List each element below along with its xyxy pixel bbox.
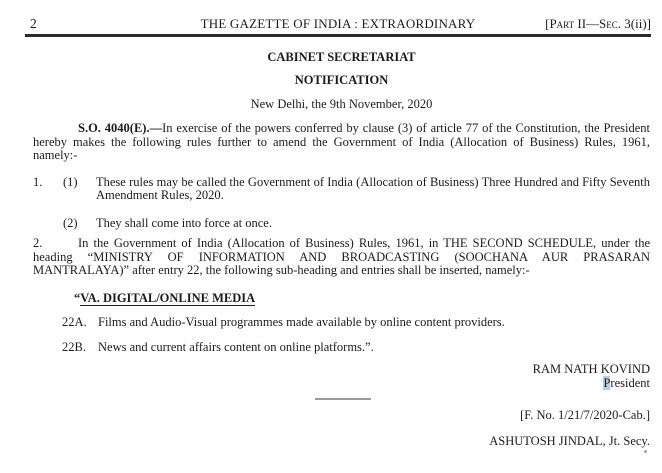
designation-rest: resident — [610, 375, 650, 390]
gazette-title: THE GAZETTE OF INDIA : EXTRAORDINARY — [200, 16, 476, 31]
entry-22a-label: 22A. — [62, 315, 87, 329]
part-section-smallcaps: [Part II—Sec. — [545, 16, 622, 31]
president-name: RAM NATH KOVIND — [532, 362, 650, 376]
file-number: [F. No. 1/21/7/2020-Cab.] — [520, 408, 650, 422]
page-header — [25, 17, 651, 31]
signature-block — [33, 363, 650, 390]
president-designation — [33, 377, 650, 391]
entry-22a-text: Films and Audio-Visual programmes made available by online content providers. — [98, 315, 505, 329]
signing-officer: ASHUTOSH JINDAL, Jt. Secy. — [489, 433, 650, 448]
rule-2-paragraph — [33, 237, 650, 278]
notification-heading: NOTIFICATION — [294, 73, 389, 87]
part-section-rest: 3(ii)] — [621, 16, 651, 31]
so-number: S.O. 4040(E).— — [78, 121, 163, 135]
rule-1-clause-2-label: (2) — [63, 215, 78, 230]
rule-2-text: In the Government of India (Allocation of Business) Rules, 1961, in THE SECOND SCHEDULE, under the heading “MINISTRY OF INFORMATION AND BROADCASTING (SOOCHANA AUR PRASARAN MANTRALAYA)” after entry 22, the following sub-heading and entries shall be inserted, namely:- — [33, 236, 650, 277]
page-header-band — [25, 17, 651, 37]
opening-paragraph-text: In exercise of the powers conferred by clause (3) of article 77 of the Constitution, the President hereby makes the following rules further to amend the Government of India (Allocation of Business) Rules, 1961, namely:- — [33, 121, 650, 162]
rule-1-clause-2-spacer — [33, 217, 63, 231]
selection-highlight: P — [603, 375, 611, 390]
rule-1-clause-1 — [33, 176, 650, 203]
rule-2-number: 2. — [33, 236, 43, 250]
rule-1-clause-1-label: (1) — [63, 174, 78, 189]
entry-22b — [62, 341, 650, 355]
document-body — [33, 51, 650, 449]
short-divider-line — [315, 398, 371, 400]
ministry-heading: CABINET SECRETARIAT — [267, 49, 416, 64]
inserted-subheading — [74, 292, 650, 306]
rule-1-clause-2-text: They shall come into force at once. — [96, 215, 272, 230]
entry-22a — [62, 316, 650, 330]
opening-paragraph — [33, 122, 650, 163]
subheading-open-quote: “ — [74, 290, 81, 305]
page-number: 2 — [30, 16, 37, 31]
subheading-text: VA. DIGITAL/ONLINE MEDIA — [80, 290, 256, 305]
entry-22b-label: 22B. — [62, 339, 86, 354]
rule-1-number: 1. — [33, 174, 43, 189]
dateline: New Delhi, the 9th November, 2020 — [250, 96, 433, 111]
stray-mark — [644, 450, 647, 453]
rule-1-clause-1-text: These rules may be called the Government of India (Allocation of Business) Three Hundred and Fifty Seventh Amendment Rules, 2020. — [96, 174, 650, 202]
part-section-ref — [475, 17, 651, 31]
entry-22b-text: News and current affairs content on online platforms.”. — [98, 339, 374, 354]
rule-1-clause-2 — [33, 217, 650, 231]
header-divider-rule — [25, 34, 651, 37]
